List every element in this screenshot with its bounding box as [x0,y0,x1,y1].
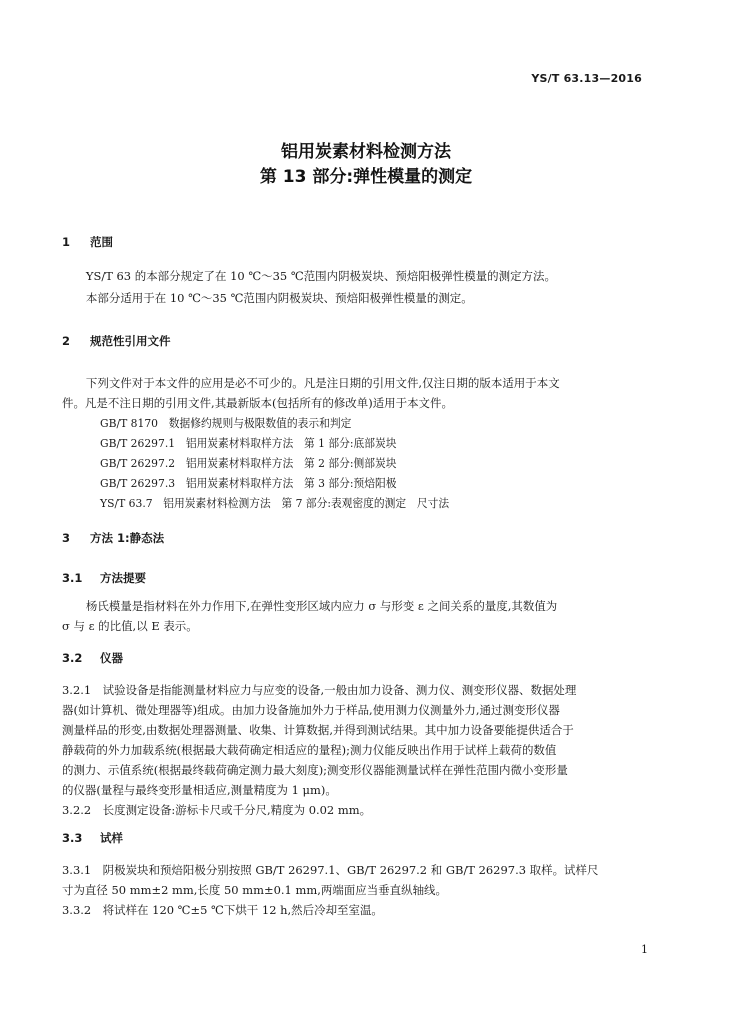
reference-item: GB/T 26297.3 铝用炭素材料取样方法 第 3 部分:预焙阳极 [100,476,397,490]
paragraph: 测量样品的形变,由数据处理器测量、收集、计算数据,并得到测试结果。其中加力设备要能提供适合于 [62,723,574,737]
section-3-2-heading [62,650,123,666]
document-title-line2: 第 13 部分:弹性模量的测定 [259,167,473,187]
paragraph: 3.2.2 长度测定设备:游标卡尺或千分尺,精度为 0.02 mm。 [62,803,372,817]
paragraph: 的测力、示值系统(根据最终载荷确定测力最大刻度);测变形仪器能测量试样在弹性范围内微小变形量 [62,763,568,777]
paragraph: 杨氏模量是指材料在外力作用下,在弹性变形区域内应力 σ 与形变 ε 之间关系的量度,其数值为 [85,599,558,613]
paragraph: 3.2.1 试验设备是指能测量材料应力与应变的设备,一般由加力设备、测力仪、测变形仪器、数据处理 [62,683,577,697]
section-1-heading [62,234,113,250]
paragraph: σ 与 ε 的比值,以 E 表示。 [62,619,198,633]
section-title: 规范性引用文件 [90,334,171,348]
section-3-3-heading [62,830,123,846]
reference-item: GB/T 26297.2 铝用炭素材料取样方法 第 2 部分:侧部炭块 [100,456,397,470]
section-number: 3 [62,531,71,545]
paragraph: 静载荷的外力加载系统(根据最大载荷确定相适应的量程);测力仪能反映出作用于试样上载荷的数值 [62,743,557,757]
standard-code: YS/T 63.13—2016 [531,72,642,85]
section-title: 试样 [100,831,123,845]
section-3-1-heading [62,570,146,586]
paragraph: 的仪器(量程与最终变形量相适应,测量精度为 1 μm)。 [62,783,337,797]
paragraph: YS/T 63 的本部分规定了在 10 ℃～35 ℃范围内阴极炭块、预焙阳极弹性模量的测定方法。 [85,269,556,283]
reference-item: YS/T 63.7 铝用炭素材料检测方法 第 7 部分:表观密度的测定 尺寸法 [100,496,450,510]
section-number: 3.2 [62,651,83,665]
reference-item: GB/T 26297.1 铝用炭素材料取样方法 第 1 部分:底部炭块 [100,436,397,450]
section-3-heading [62,530,164,546]
paragraph: 寸为直径 50 mm±2 mm,长度 50 mm±0.1 mm,两端面应当垂直纵轴线。 [62,883,447,897]
paragraph: 3.3.2 将试样在 120 ℃±5 ℃下烘干 12 h,然后冷却至室温。 [62,903,383,917]
document-title-line1: 铝用炭素材料检测方法 [281,142,451,162]
section-number: 1 [62,235,71,249]
section-number: 3.1 [62,571,83,585]
section-title: 方法提要 [100,571,146,585]
section-2-heading [62,333,171,349]
section-title: 方法 1:静态法 [90,531,165,545]
paragraph: 器(如计算机、微处理器等)组成。由加力设备施加外力于样品,使用测力仪测量外力,通过测变形仪器 [62,703,560,717]
paragraph: 3.3.1 阴极炭块和预焙阳极分别按照 GB/T 26297.1、GB/T 26297.2 和 GB/T 26297.3 取样。试样尺 [62,863,599,877]
paragraph: 下列文件对于本文件的应用是必不可少的。凡是注日期的引用文件,仅注日期的版本适用于本文 [85,376,560,390]
section-title: 仪器 [100,651,123,665]
reference-item: GB/T 8170 数据修约规则与极限数值的表示和判定 [100,416,352,430]
section-title: 范围 [90,235,113,249]
paragraph: 本部分适用于在 10 ℃～35 ℃范围内阴极炭块、预焙阳极弹性模量的测定。 [85,291,473,305]
section-number: 2 [62,334,71,348]
page-number: 1 [641,943,648,956]
section-number: 3.3 [62,831,83,845]
paragraph: 件。凡是不注日期的引用文件,其最新版本(包括所有的修改单)适用于本文件。 [62,396,453,410]
